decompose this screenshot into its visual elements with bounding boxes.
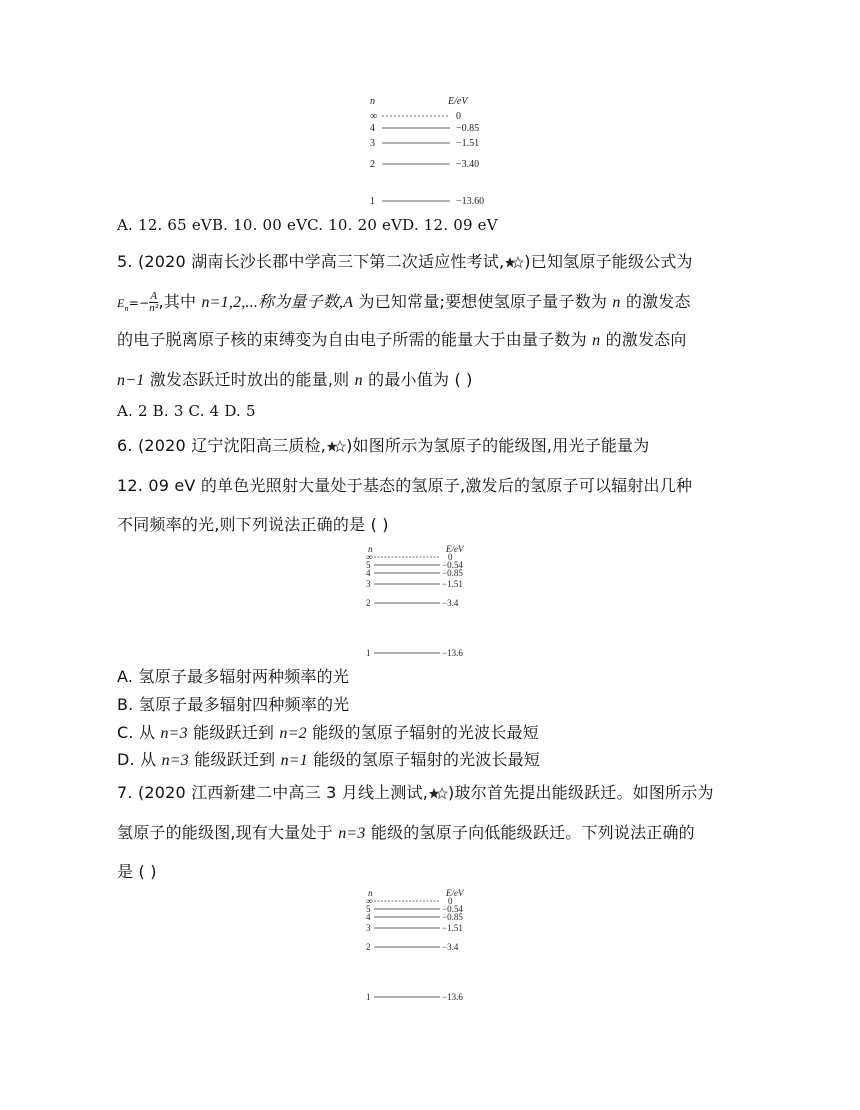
q5-options: A. 2 B. 3 C. 4 D. 5 <box>117 402 256 420</box>
diagram1-n-4: 4 <box>370 123 375 134</box>
q6-text: 能级跃迁到 <box>189 750 281 769</box>
q5-text: 的激发态 <box>620 292 691 311</box>
q6-text: n=3 <box>161 752 189 769</box>
q5-text: 的电子脱离原子核的束缚变为自由电子所需的能量大于由量子数为 <box>117 330 593 349</box>
q5-source: 5. (2020 湖南长沙长郡中学高三下第二次适应性考试, <box>117 252 505 271</box>
difficulty-star-icon <box>428 787 448 801</box>
q5-stem-line3 <box>117 327 687 350</box>
diagram2-e-3: −1.51 <box>442 579 463 589</box>
energy-level-diagram-1 <box>360 90 510 210</box>
diagram1-e-1: −13.60 <box>456 196 485 207</box>
diagram2-n-4: 4 <box>366 568 371 578</box>
q6-option-d <box>117 747 540 770</box>
q5-formula-lhs: E <box>117 296 125 310</box>
diagram1-n-header: n <box>370 96 375 107</box>
diagram2-n-3: 3 <box>366 579 371 589</box>
diagram2-n-inf: ∞ <box>366 552 373 562</box>
q7-stem-line3: 是 ( ) <box>117 862 157 881</box>
diagram3-e-5: −0.54 <box>442 904 463 914</box>
diagram1-n-2: 2 <box>370 159 375 170</box>
diagram1-e-header: E/eV <box>448 96 468 107</box>
q5-stem-text: )已知氢原子能级公式为 <box>524 252 693 271</box>
diagram3-n-5: 5 <box>366 904 371 914</box>
q5-formula-den: n² <box>149 302 159 314</box>
q6-option-c <box>117 720 539 743</box>
q6-text: 能级的氢原子辐射的光波长最短 <box>307 750 541 769</box>
diagram3-n-inf: ∞ <box>366 896 373 906</box>
q7-stem-line2 <box>117 820 695 843</box>
q5-text: n <box>592 332 601 349</box>
diagram3-e-inf: 0 <box>448 896 453 906</box>
energy-level-diagram-2 <box>360 542 490 660</box>
q5-stem-line4 <box>117 367 473 390</box>
diagram2-n-header: n <box>368 544 373 554</box>
diagram1-n-1: 1 <box>370 196 375 207</box>
diagram2-e-2: −3.4 <box>442 598 459 608</box>
q7-text: n=3 <box>338 825 366 842</box>
diagram1-e-inf: 0 <box>456 111 461 122</box>
q5-formula-num: A <box>150 290 158 302</box>
diagram2-e-5: −0.54 <box>442 560 463 570</box>
q4-options: A. 12. 65 eVB. 10. 00 eVC. 10. 20 eVD. 12. 09 eV <box>117 216 498 234</box>
diagram3-n-3: 3 <box>366 923 371 933</box>
energy-level-diagram-3 <box>360 886 490 1004</box>
diagram1-n-inf: ∞ <box>370 111 378 122</box>
q5-text: n <box>354 372 363 389</box>
q5-text: 的激发态向 <box>600 330 687 349</box>
q6-text: n=1 <box>280 752 308 769</box>
q6-text: 能级跃迁到 <box>187 723 280 742</box>
diagram3-n-2: 2 <box>366 942 371 952</box>
q5-text: A <box>343 294 354 311</box>
q5-text: 为已知常量;要想使氢原子量子数为 <box>353 292 613 311</box>
q5-text: 激发态跃迁时放出的能量,则 <box>144 370 355 389</box>
q5-text: n−1 <box>117 372 145 389</box>
q7-text: 能级的氢原子向低能级跃迁。下列说法正确的 <box>365 823 695 842</box>
diagram3-e-4: −0.85 <box>442 912 463 922</box>
diagram3-n-1: 1 <box>366 992 371 1002</box>
q6-stem-line1 <box>117 433 649 456</box>
q6-stem-line2: 12. 09 eV 的单色光照射大量处于基态的氢原子,激发后的氢原子可以辐射出几种 <box>117 476 693 495</box>
q5-text: n=1,2,...称为量子数, <box>201 294 344 311</box>
diagram3-e-header: E/eV <box>446 888 464 898</box>
diagram3-n-4: 4 <box>366 912 371 922</box>
q7-stem-line1 <box>117 780 714 803</box>
q6-text: 能级的氢原子辐射的光波长最短 <box>306 723 539 742</box>
diagram2-e-inf: 0 <box>448 552 453 562</box>
diagram2-e-1: −13.6 <box>442 648 463 658</box>
q7-stem-text: )玻尔首先提出能级跃迁。如图所示为 <box>448 783 714 802</box>
diagram3-n-header: n <box>368 888 373 898</box>
q6-source: 6. (2020 辽宁沈阳高三质检, <box>117 436 327 455</box>
diagram3-e-3: −1.51 <box>442 923 463 933</box>
diagram1-e-4: −0.85 <box>456 123 480 134</box>
q6-option-a: A. 氢原子最多辐射两种频率的光 <box>117 667 350 686</box>
diagram1-e-2: −3.40 <box>456 159 480 170</box>
diagram2-e-header: E/eV <box>446 544 464 554</box>
diagram3-e-2: −3.4 <box>442 942 459 952</box>
diagram2-n-1: 1 <box>366 648 371 658</box>
q5-formula-eq: =− <box>128 296 150 310</box>
difficulty-star-icon <box>326 440 346 454</box>
difficulty-star-icon <box>504 256 524 270</box>
q6-text: n=3 <box>160 725 188 742</box>
diagram3-e-1: −13.6 <box>442 992 463 1002</box>
q7-source: 7. (2020 江西新建二中高三 3 月线上测试, <box>117 783 429 802</box>
diagram2-n-5: 5 <box>366 560 371 570</box>
q5-text: 的最小值为 ( ) <box>362 370 473 389</box>
q6-stem-text: )如图所示为氢原子的能级图,用光子能量为 <box>346 436 650 455</box>
q6-text: D. 从 <box>117 750 162 769</box>
q5-text: ,其中 <box>158 292 202 311</box>
q6-text: C. 从 <box>117 723 161 742</box>
q5-stem-line1 <box>117 249 693 272</box>
q5-text: n <box>612 294 621 311</box>
diagram1-e-3: −1.51 <box>456 138 480 149</box>
q6-option-b: B. 氢原子最多辐射四种频率的光 <box>117 695 350 714</box>
diagram2-e-4: −0.85 <box>442 568 463 578</box>
q5-formula-sub: n <box>124 304 129 314</box>
q6-text: n=2 <box>279 725 307 742</box>
q6-stem-line3: 不同频率的光,则下列说法正确的是 ( ) <box>117 515 389 534</box>
q7-text: 氢原子的能级图,现有大量处于 <box>117 823 339 842</box>
diagram1-n-3: 3 <box>370 138 375 149</box>
q5-stem-line2 <box>117 289 691 314</box>
diagram2-n-2: 2 <box>366 598 371 608</box>
